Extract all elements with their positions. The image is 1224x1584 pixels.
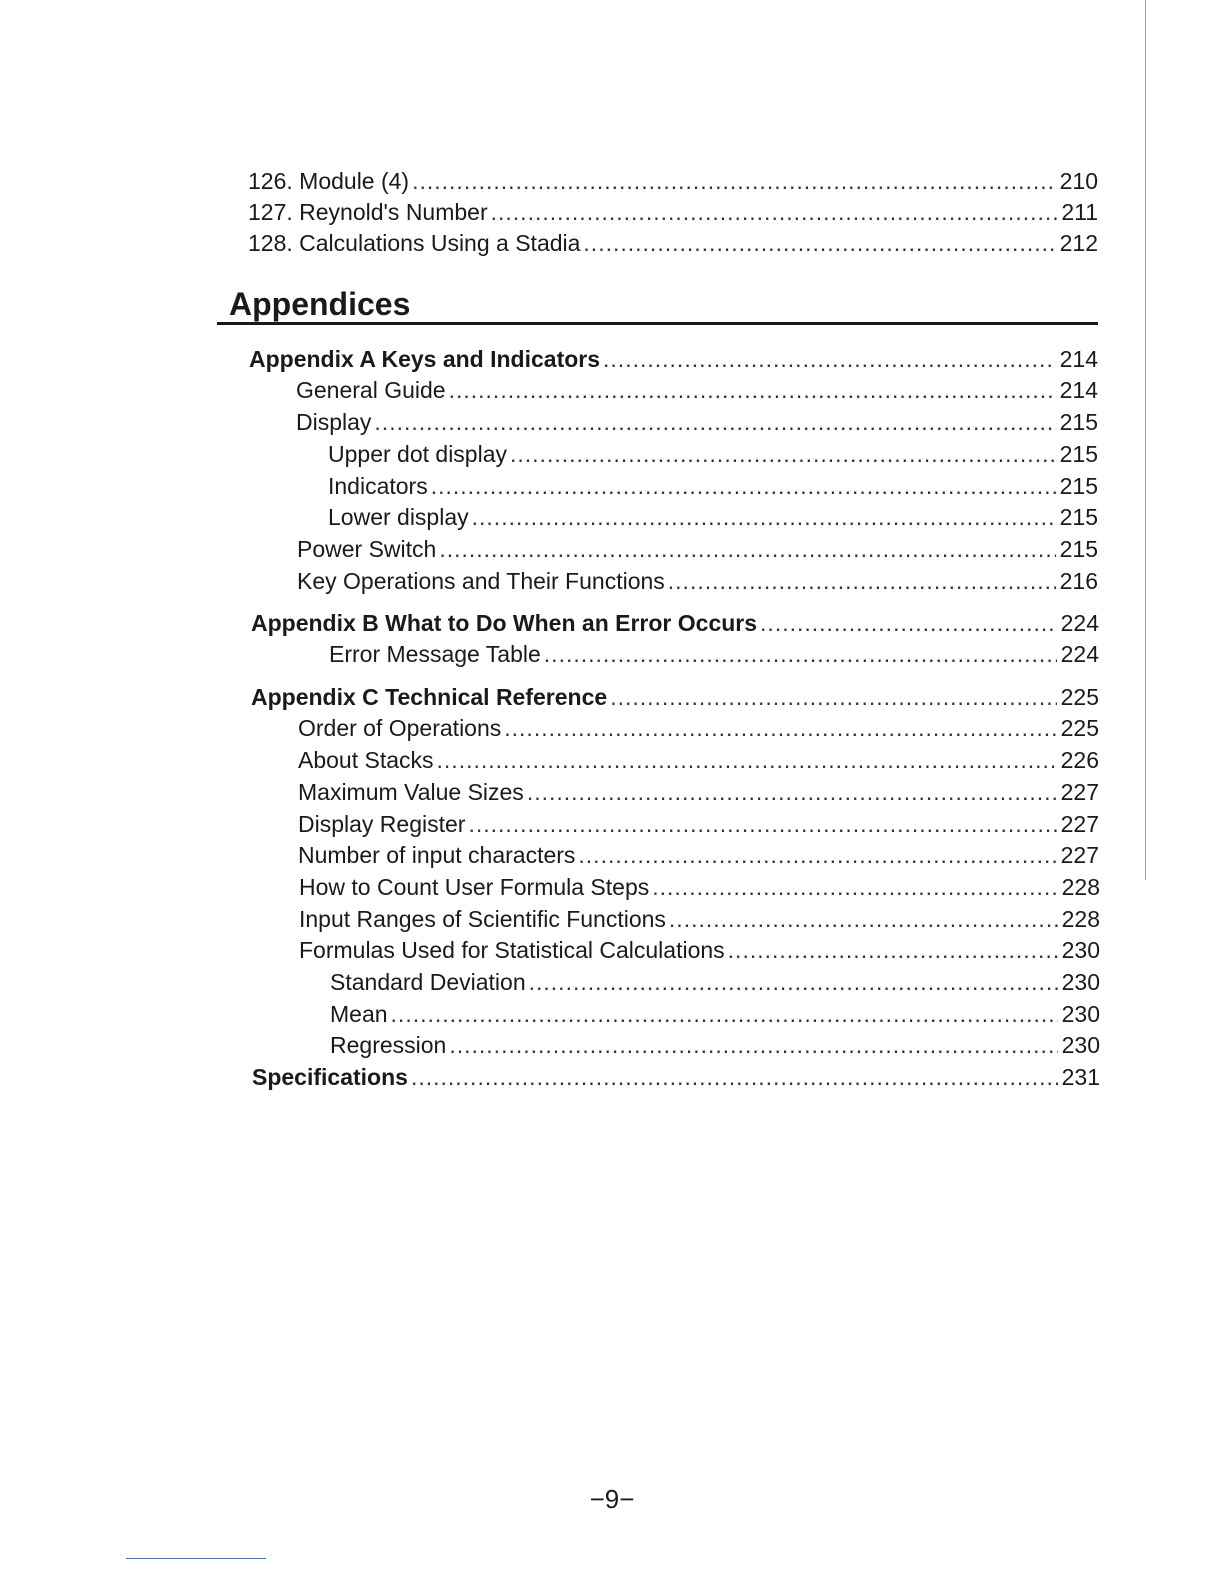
- toc-entry-page: 230: [1061, 937, 1100, 963]
- toc-entry-lower-display: [328, 503, 1098, 531]
- page-edge-line: [1145, 0, 1146, 880]
- toc-entry-maximum-value-sizes: [298, 778, 1099, 806]
- toc-entry-mean: [330, 1000, 1100, 1028]
- toc-entry-statistical-formulas: [299, 936, 1100, 964]
- toc-entry-appendix-c: [251, 683, 1099, 711]
- dot-leader: [652, 873, 1057, 901]
- toc-entry-title: Maximum Value Sizes: [298, 779, 524, 805]
- toc-entry-page: 230: [1061, 1001, 1100, 1027]
- toc-entry-page: 224: [1060, 610, 1099, 636]
- toc-entry-title: Appendix B What to Do When an Error Occurs: [251, 610, 758, 636]
- dot-leader: [437, 746, 1057, 774]
- dot-leader: [411, 1063, 1058, 1091]
- toc-entry-page: 212: [1059, 230, 1098, 256]
- toc-entry-title: Upper dot display: [328, 441, 507, 467]
- dot-leader: [504, 714, 1056, 742]
- toc-entry-upper-dot-display: [328, 440, 1098, 468]
- toc-entry-title: 127. Reynold's Number: [248, 199, 488, 225]
- dot-leader: [529, 968, 1058, 996]
- toc-entry-title: How to Count User Formula Steps: [299, 874, 650, 900]
- toc-entry-count-user-formula-steps: [299, 873, 1100, 901]
- toc-entry-key-operations: [297, 567, 1098, 595]
- toc-entry-about-stacks: [298, 746, 1099, 774]
- dot-leader: [583, 229, 1055, 257]
- toc-entry-page: 215: [1059, 536, 1098, 562]
- toc-entry-title: Display: [296, 409, 372, 435]
- toc-entry-title: General Guide: [296, 377, 446, 403]
- toc-entry-128: [248, 229, 1098, 257]
- toc-entry-title: Input Ranges of Scientific Functions: [299, 906, 666, 932]
- toc-entry-title: Number of input characters: [298, 842, 576, 868]
- toc-entry-title: Order of Operations: [298, 715, 502, 741]
- dot-leader: [491, 198, 1058, 226]
- toc-entry-page: 215: [1059, 441, 1098, 467]
- toc-entry-title: Formulas Used for Statistical Calculations: [299, 937, 725, 963]
- toc-entry-title: Regression: [330, 1032, 447, 1058]
- toc-entry-page: 224: [1060, 641, 1099, 667]
- toc-entry-indicators: [328, 472, 1098, 500]
- toc-entry-appendix-b: [251, 609, 1099, 637]
- toc-entry-page: 216: [1059, 568, 1098, 594]
- toc-entry-page: 230: [1061, 969, 1100, 995]
- toc-entry-title: 128. Calculations Using a Stadia: [248, 230, 581, 256]
- toc-entry-input-ranges: [299, 905, 1100, 933]
- toc-entry-specifications: [252, 1063, 1100, 1091]
- toc-entry-appendix-a: [249, 345, 1098, 373]
- dot-leader: [439, 535, 1055, 563]
- dot-leader: [669, 905, 1058, 933]
- page-number: −9−: [589, 1484, 635, 1514]
- dot-leader: [610, 683, 1056, 711]
- toc-entry-title: Specifications: [252, 1064, 408, 1090]
- footer-rule: [126, 1558, 266, 1559]
- toc-entry-page: 215: [1059, 473, 1098, 499]
- toc-entry-page: 225: [1060, 684, 1099, 710]
- dot-leader: [603, 345, 1056, 373]
- toc-entry-title: Standard Deviation: [330, 969, 526, 995]
- toc-entry-title: Appendix A Keys and Indicators: [249, 346, 601, 372]
- toc-entry-page: 227: [1060, 811, 1099, 837]
- toc-entry-127: [248, 198, 1098, 226]
- section-divider: [217, 322, 1098, 325]
- dot-leader: [527, 778, 1057, 806]
- dot-leader: [510, 440, 1056, 468]
- dot-leader: [412, 167, 1056, 195]
- toc-entry-page: 215: [1059, 504, 1098, 530]
- toc-entry-title: Appendix C Technical Reference: [251, 684, 608, 710]
- toc-entry-title: About Stacks: [298, 747, 434, 773]
- toc-entry-display-register: [298, 810, 1099, 838]
- toc-entry-power-switch: [297, 535, 1098, 563]
- dot-leader: [472, 503, 1056, 531]
- toc-entry-regression: [330, 1031, 1100, 1059]
- toc-entry-126: [248, 167, 1098, 195]
- toc-entry-order-of-operations: [298, 714, 1099, 742]
- dot-leader: [760, 609, 1057, 637]
- toc-entry-display: [296, 408, 1098, 436]
- dot-leader: [449, 1031, 1057, 1059]
- toc-entry-page: 227: [1060, 842, 1099, 868]
- toc-entry-title: Mean: [330, 1001, 388, 1027]
- dot-leader: [391, 1000, 1058, 1028]
- toc-entry-page: 226: [1060, 747, 1099, 773]
- toc-entry-page: 211: [1061, 199, 1098, 225]
- toc-entry-page: 225: [1060, 715, 1099, 741]
- toc-entry-title: Error Message Table: [329, 641, 541, 667]
- toc-entry-page: 214: [1059, 377, 1098, 403]
- dot-leader: [578, 841, 1056, 869]
- dot-leader: [468, 810, 1056, 838]
- toc-entry-general-guide: [296, 376, 1098, 404]
- dot-leader: [544, 640, 1057, 668]
- toc-entry-error-message-table: [329, 640, 1099, 668]
- toc-entry-title: Lower display: [328, 504, 469, 530]
- toc-entry-page: 210: [1059, 168, 1098, 194]
- dot-leader: [374, 408, 1055, 436]
- dot-leader: [449, 376, 1056, 404]
- toc-entry-page: 215: [1059, 409, 1098, 435]
- toc-entry-page: 230: [1061, 1032, 1100, 1058]
- toc-entry-title: Key Operations and Their Functions: [297, 568, 665, 594]
- toc-entry-page: 228: [1061, 906, 1100, 932]
- toc-entry-standard-deviation: [330, 968, 1100, 996]
- section-heading: Appendices: [229, 286, 411, 322]
- toc-entry-title: 126. Module (4): [248, 168, 410, 194]
- dot-leader: [728, 936, 1058, 964]
- toc-entry-number-of-input-characters: [298, 841, 1099, 869]
- toc-entry-page: 228: [1061, 874, 1100, 900]
- toc-entry-page: 214: [1059, 346, 1098, 372]
- toc-entry-page: 231: [1061, 1064, 1100, 1090]
- toc-entry-title: Display Register: [298, 811, 466, 837]
- toc-entry-title: Indicators: [328, 473, 428, 499]
- dot-leader: [431, 472, 1056, 500]
- toc-entry-page: 227: [1060, 779, 1099, 805]
- toc-entry-title: Power Switch: [297, 536, 437, 562]
- dot-leader: [668, 567, 1056, 595]
